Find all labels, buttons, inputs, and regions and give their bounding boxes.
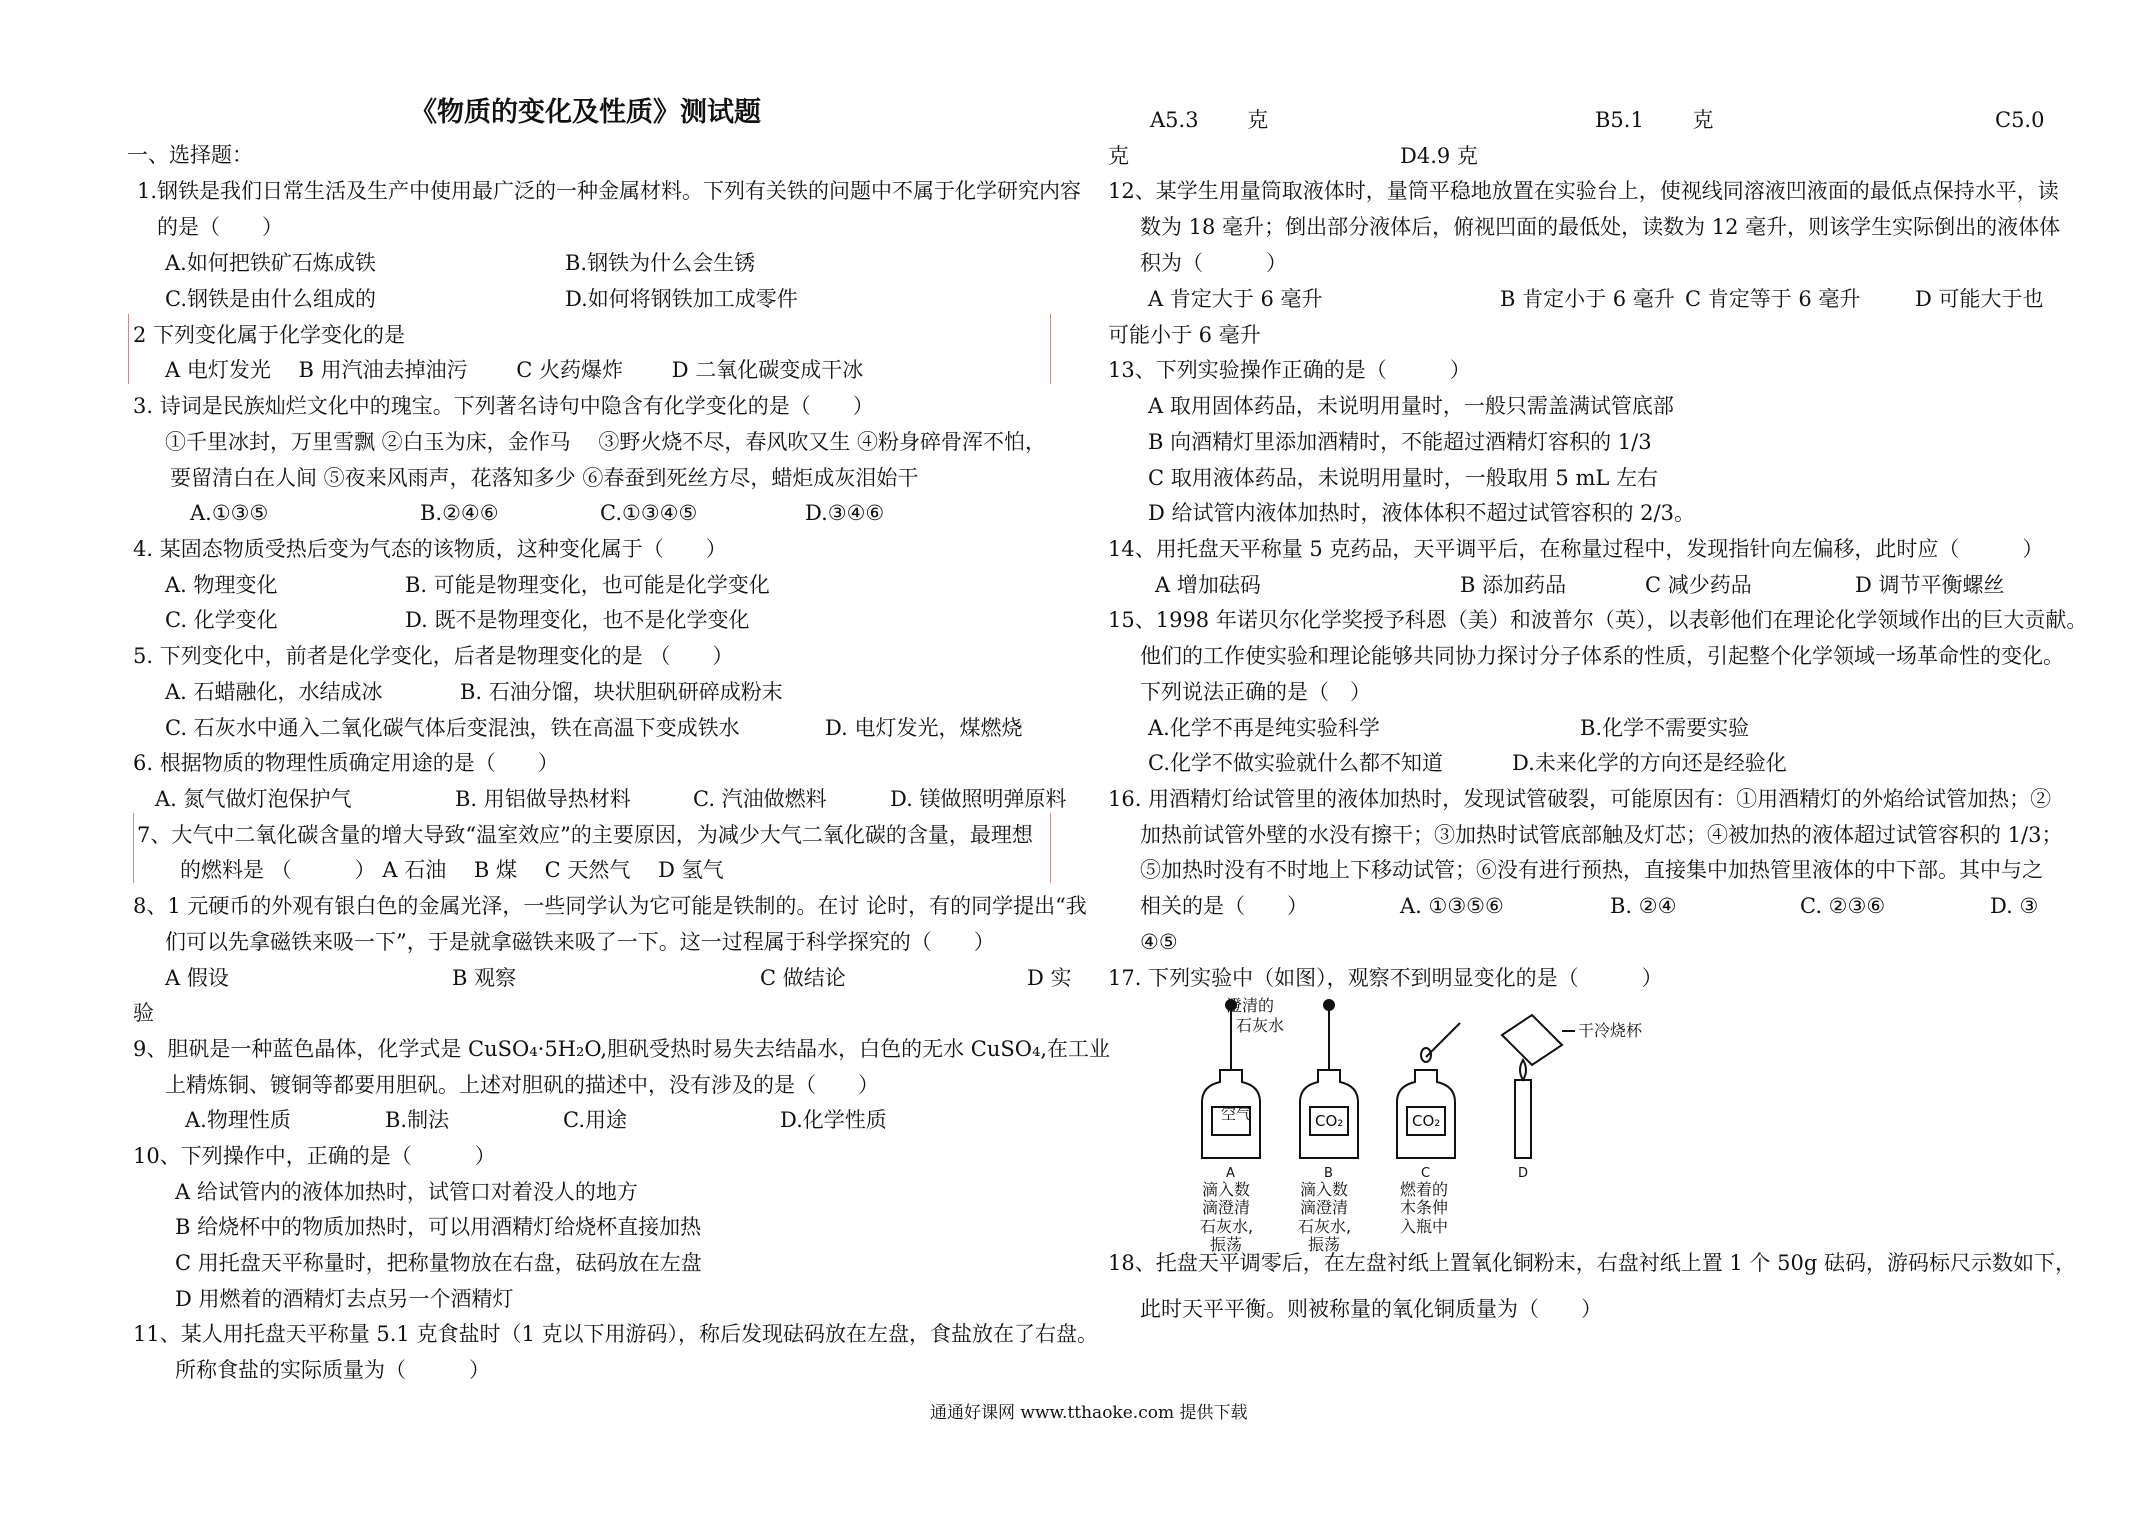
q7-line2: 的燃料是 （ ） A 石油 B 煤 C 天然气 D 氢气	[180, 858, 724, 882]
q5-option-b: B. 石油分馏，块状胆矾研碎成粉末	[460, 680, 783, 704]
q8-line1: 8、1 元硬币的外观有银白色的金属光泽，一些同学认为它可能是铁制的。在讨 论时，有的同学提出“我	[133, 894, 1087, 918]
q10-option-a: A 给试管内的液体加热时，试管口对着没人的地方	[175, 1180, 638, 1204]
fig-cap-c1: 燃着的	[1400, 1180, 1449, 1199]
candle-d-icon	[1515, 1080, 1531, 1158]
q1-option-d: D.如何将钢铁加工成零件	[565, 287, 798, 311]
q14-line1: 14、用托盘天平称量 5 克药品，天平调平后，在称量过程中，发现指针向左偏移，此时应（ ）	[1108, 537, 2044, 561]
q1-option-a: A.如何把铁矿石炼成铁	[165, 251, 376, 275]
q13-option-d: D 给试管内液体加热时，液体体积不超过试管容积的 2/3。	[1148, 501, 1695, 525]
q12-option-d-cont: 可能小于 6 毫升	[1108, 323, 1261, 347]
q7-bracket	[133, 813, 134, 883]
q16-option-b: B. ②④	[1610, 894, 1677, 918]
q16-option-a: A. ①③⑤⑥	[1400, 894, 1504, 918]
q12-line3: 积为（ ）	[1140, 251, 1287, 275]
q11-option-c-cont: 克	[1108, 144, 1129, 168]
q11-option-c: C5.0	[1995, 108, 2045, 132]
fig-cap-a2: 滴澄清	[1202, 1198, 1251, 1217]
q8-line2: 们可以先拿磁铁来吸一下”，于是就拿磁铁来吸了一下。这一过程属于科学探究的（ ）	[165, 930, 995, 954]
q10-option-c: C 用托盘天平称量时，把称量物放在右盘，砝码放在左盘	[175, 1251, 702, 1275]
fig-cap-b3: 石灰水,	[1298, 1217, 1352, 1236]
q14-option-a: A 增加砝码	[1155, 573, 1261, 597]
fig-cap-c2: 木条伸	[1400, 1198, 1449, 1217]
q14-option-d: D 调节平衡螺丝	[1855, 573, 2005, 597]
section-heading: 一、选择题：	[127, 143, 253, 167]
q13-option-b: B 向酒精灯里添加酒精时，不能超过酒精灯容积的 1/3	[1148, 430, 1652, 454]
q14-option-c: C 减少药品	[1645, 573, 1752, 597]
fig-label-c: C	[1421, 1166, 1431, 1181]
q4-option-b: B. 可能是物理变化，也可能是化学变化	[405, 573, 770, 597]
q1-option-c: C.钢铁是由什么组成的	[165, 287, 376, 311]
q12-option-c: C 肯定等于 6 毫升	[1685, 287, 1861, 311]
q11-line1: 11、某人用托盘天平称量 5.1 克食盐时（1 克以下用游码），称后发现砝码放在左盘，食盐放在了右盘。	[133, 1322, 1099, 1346]
fig-cap-a1: 滴入数	[1202, 1180, 1251, 1199]
flame-d-icon	[1520, 1060, 1526, 1080]
q6-option-d: D. 镁做照明弹原料	[890, 787, 1067, 811]
q5-line1: 5. 下列变化中，前者是化学变化，后者是物理变化的是 （ ）	[133, 644, 734, 668]
q4-option-d: D. 既不是物理变化，也不是化学变化	[405, 608, 750, 632]
q15-line3: 下列说法正确的是（ ）	[1140, 680, 1371, 704]
q11-line2: 所称食盐的实际质量为（ ）	[175, 1358, 490, 1382]
q12-line2: 数为 18 毫升；倒出部分液体后，俯视凹面的最低处，读数为 12 毫升，则该学生实际倒出的液体体	[1140, 215, 2061, 239]
q12-option-a: A 肯定大于 6 毫升	[1148, 287, 1323, 311]
fig-cap-c3: 入瓶中	[1400, 1217, 1449, 1236]
q9-line2: 上精炼铜、镀铜等都要用胆矾。上述对胆矾的描述中，没有涉及的是（ ）	[165, 1073, 879, 1097]
q3-line2: ①千里冰封，万里雪飘 ②白玉为床，金作马 ③野火烧不尽，春风吹又生 ④粉身碎骨浑不怕，	[165, 430, 1047, 454]
q6-line1: 6. 根据物质的物理性质确定用途的是（ ）	[133, 751, 559, 775]
q15-line2: 他们的工作使实验和理论能够共同协力探讨分子体系的性质，引起整个化学领域一场革命性的变化。	[1140, 644, 2064, 668]
q3-option-d: D.③④⑥	[805, 501, 885, 525]
fig-cap-a4: 振荡	[1210, 1235, 1243, 1254]
q15-option-a: A.化学不再是纯实验科学	[1148, 716, 1380, 740]
fig-cap-b2: 滴澄清	[1300, 1198, 1349, 1217]
q12-option-b: B 肯定小于 6 毫升	[1500, 287, 1675, 311]
q2-bracket-right	[1050, 314, 1051, 384]
q13-option-c: C 取用液体药品，未说明用量时，一般取用 5 mL 左右	[1148, 466, 1658, 490]
q15-option-b: B.化学不需要实验	[1580, 716, 1750, 740]
q16-line4: 相关的是（ ）	[1140, 894, 1308, 918]
q3-option-a: A.①③⑤	[190, 501, 269, 525]
fig-co2-c-label: CO₂	[1412, 1112, 1441, 1130]
q8-option-b: B 观察	[452, 966, 517, 990]
q10-option-b: B 给烧杯中的物质加热时，可以用酒精灯给烧杯直接加热	[175, 1215, 702, 1239]
q8-option-d: D 实	[1027, 966, 1072, 990]
q13-line1: 13、下列实验操作正确的是（ ）	[1108, 358, 1471, 382]
q3-option-c: C.①③④⑤	[600, 501, 698, 525]
q3-line1: 3. 诗词是民族灿烂文化中的瑰宝。下列著名诗句中隐含有化学变化的是（ ）	[133, 394, 874, 418]
q16-option-d: D. ③	[1990, 894, 2039, 918]
fig-cap-a3: 石灰水,	[1200, 1217, 1254, 1236]
q10-option-d: D 用燃着的酒精灯去点另一个酒精灯	[175, 1287, 514, 1311]
q11-option-a: A5.3 克	[1150, 108, 1269, 132]
page-title: 《物质的变化及性质》测试题	[410, 97, 761, 128]
q9-option-b: B.制法	[385, 1108, 450, 1132]
q7-line1: 7、大气中二氧化碳含量的增大导致“温室效应”的主要原因，为减少大气二氧化碳的含量，最理想	[137, 823, 1033, 847]
q16-option-c: C. ②③⑥	[1800, 894, 1886, 918]
q1-line2: 的是（ ）	[157, 215, 283, 239]
q11-option-d: D4.9 克	[1400, 144, 1478, 168]
q8-option-c: C 做结论	[760, 966, 846, 990]
q12-option-d: D 可能大于也	[1915, 287, 2044, 311]
q17-figure	[1190, 995, 1643, 1225]
q16-line3: ⑤加热时没有不时地上下移动试管；⑥没有进行预热，直接集中加热管里液体的中下部。其中与之	[1140, 858, 2043, 882]
page-footer[interactable]: 通通好课网 www.tthaoke.com 提供下载	[930, 1403, 1248, 1423]
cold-beaker-icon	[1502, 1015, 1562, 1065]
q7-bracket-right	[1050, 813, 1051, 883]
fig-label-d: D	[1518, 1166, 1529, 1181]
q6-option-c: C. 汽油做燃料	[693, 787, 827, 811]
q14-option-b: B 添加药品	[1460, 573, 1567, 597]
q16-line2: 加热前试管外壁的水没有擦干；③加热时试管底部触及灯芯；④被加热的液体超过试管容积的 1/3；	[1140, 823, 2063, 847]
q11-option-b: B5.1 克	[1595, 108, 1714, 132]
q9-option-a: A.物理性质	[185, 1108, 291, 1132]
q8-option-d-cont: 验	[133, 1001, 154, 1025]
q6-option-a: A. 氮气做灯泡保护气	[155, 787, 352, 811]
q15-option-d: D.未来化学的方向还是经验化	[1512, 751, 1787, 775]
q17-line1: 17. 下列实验中（如图），观察不到明显变化的是（ ）	[1108, 966, 1663, 990]
q15-option-c: C.化学不做实验就什么都不知道	[1148, 751, 1443, 775]
q2-options: A 电灯发光 B 用汽油去掉油污 C 火药爆炸 D 二氧化碳变成干冰	[165, 358, 864, 382]
fig-label-b: B	[1324, 1166, 1333, 1181]
q4-line1: 4. 某固态物质受热后变为气态的该物质，这种变化属于（ ）	[133, 537, 727, 561]
q9-option-c: C.用途	[563, 1108, 627, 1132]
q16-line1: 16. 用酒精灯给试管里的液体加热时，发现试管破裂，可能原因有：①用酒精灯的外焰给试管加热；②	[1108, 787, 2052, 811]
q2-bracket	[128, 314, 129, 384]
q2-line1: 2 下列变化属于化学变化的是	[133, 323, 406, 347]
q10-line1: 10、下列操作中，正确的是（ ）	[133, 1144, 496, 1168]
q18-line1: 18、托盘天平调零后，在左盘衬纸上置氧化铜粉末，右盘衬纸上置 1 个 50g 砝码，游码标尺示数如下，	[1108, 1251, 2076, 1275]
fig-air-label: 空气	[1221, 1105, 1252, 1123]
q16-option-d-cont: ④⑤	[1140, 930, 1178, 954]
fig-co2-b-label: CO₂	[1315, 1112, 1344, 1130]
q4-option-a: A. 物理变化	[165, 573, 278, 597]
q1-line1: 1.钢铁是我们日常生活及生产中使用最广泛的一种金属材料。下列有关铁的问题中不属于化学研究内容	[137, 179, 1082, 203]
fig-label-a: A	[1226, 1166, 1235, 1181]
dropper-b-bulb-icon	[1324, 1000, 1334, 1010]
q3-line3: 要留清白在人间 ⑤夜来风雨声，花落知多少 ⑥春蚕到死丝方尽，蜡炬成灰泪始干	[170, 466, 919, 490]
q13-option-a: A 取用固体药品，未说明用量时，一般只需盖满试管底部	[1148, 394, 1674, 418]
flame-c-icon	[1421, 1048, 1431, 1062]
q4-option-c: C. 化学变化	[165, 608, 278, 632]
q9-option-d: D.化学性质	[780, 1108, 887, 1132]
fig-cap-b4: 振荡	[1308, 1235, 1341, 1254]
q18-line2: 此时天平平衡。则被称量的氧化铜质量为（ ）	[1140, 1297, 1602, 1321]
fig-cap-b1: 滴入数	[1300, 1180, 1349, 1199]
fig-limewater-label2: 石灰水	[1236, 1016, 1285, 1035]
q3-option-b: B.②④⑥	[420, 501, 499, 525]
q12-line1: 12、某学生用量筒取液体时，量筒平稳地放置在实验台上，使视线同溶液凹液面的最低点保持水平，读	[1108, 179, 2059, 203]
fig-cold-beaker-label: 干冷烧杯	[1578, 1021, 1643, 1040]
q8-option-a: A 假设	[165, 966, 229, 990]
q5-option-d: D. 电灯发光，煤燃烧	[825, 716, 1023, 740]
q6-option-b: B. 用铝做导热材料	[455, 787, 631, 811]
q9-line1: 9、胆矾是一种蓝色晶体，化学式是 CuSO₄·5H₂O,胆矾受热时易失去结晶水，白色的无水 CuSO₄,在工业	[133, 1037, 1111, 1061]
q5-option-c: C. 石灰水中通入二氧化碳气体后变混浊，铁在高温下变成铁水	[165, 716, 740, 740]
q5-option-a: A. 石蜡融化，水结成冰	[165, 680, 383, 704]
q1-option-b: B.钢铁为什么会生锈	[565, 251, 756, 275]
fig-limewater-label: 澄清的	[1226, 996, 1275, 1015]
q15-line1: 15、1998 年诺贝尔化学奖授予科恩（美）和波普尔（英），以表彰他们在理论化学领域作出的巨大贡献。	[1108, 608, 2088, 632]
